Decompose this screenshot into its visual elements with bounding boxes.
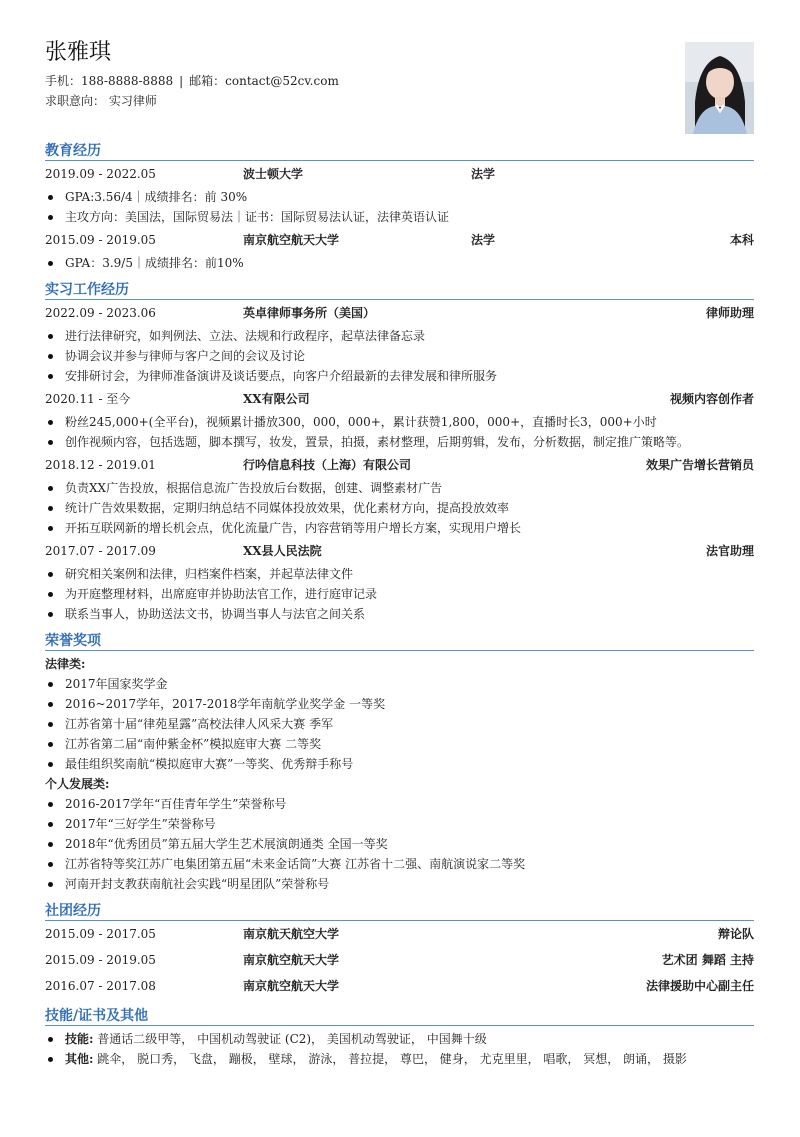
list-item: 开拓互联网新的增长机会点，优化流量广告，内容营销等用户增长方案，实现用户增长: [45, 518, 754, 538]
list-item: 研究相关案例和法律，归档案件档案，并起草法律文件: [45, 564, 754, 584]
skill-value: 普通话二级甲等， 中国机动驾驶证 (C2)， 美国机动驾驶证， 中国舞十级: [93, 1032, 487, 1046]
list-item: 江苏省第二届“南仲紫金杯”模拟庭审大赛 二等奖: [45, 734, 754, 754]
list-item: 联系当事人，协助送法文书，协调当事人与法官之间关系: [45, 604, 754, 624]
work-bullets: [45, 326, 754, 386]
club-role: 辩论队: [717, 927, 754, 941]
work-row: [45, 452, 754, 478]
candidate-name: 张雅琪: [45, 40, 112, 65]
section-title-honors: 荣誉奖项: [45, 630, 754, 651]
list-item: 2018年“优秀团员”第五届大学生艺术展演朗通类 全国一等奖: [45, 834, 754, 854]
work-date: 2022.09 - 2023.06: [45, 306, 156, 320]
work-role: 效果广告增长营销员: [645, 458, 754, 472]
list-item: 江苏省第十届“律苑星露”高校法律人风采大赛 季军: [45, 714, 754, 734]
edu-school: 南京航空航天大学: [243, 233, 340, 247]
work-date: 2017.07 - 2017.09: [45, 544, 156, 558]
work-role: 法官助理: [705, 544, 754, 558]
job-intent: [45, 91, 605, 111]
work-org: XX有限公司: [243, 392, 310, 406]
section-title-skills: 技能/证书及其他: [45, 1005, 754, 1026]
list-item: 统计广告效果数据，定期归纳总结不同媒体投放效果，优化素材方向，提高投放效率: [45, 498, 754, 518]
list-item: 安排研讨会，为律师准备演讲及谈话要点，向客户介绍最新的去律发展和律所服务: [45, 366, 754, 386]
education-row: [45, 161, 754, 187]
work-org: XX县人民法院: [243, 544, 322, 558]
list-item: 创作视频内容，包括选题，脚本撰写，妆发，置景，拍摄，素材整理，后期剪辑，发布，分析数据，制定推广策略等。: [45, 432, 754, 452]
list-item: 最佳组织奖南航“模拟庭审大赛”一等奖、优秀辩手称号: [45, 754, 754, 774]
education-row: [45, 227, 754, 253]
edu-degree: 本科: [729, 233, 754, 247]
work-org: 英卓律师事务所（美国）: [243, 306, 376, 320]
club-row: [45, 921, 754, 947]
edu-date: 2015.09 - 2019.05: [45, 233, 156, 247]
edu-bullets: [45, 187, 754, 227]
list-item: 河南开封支教获南航社会实践“明星团队”荣誉称号: [45, 874, 754, 894]
resume-body: [45, 140, 754, 1069]
email: 邮箱：contact@52cv.com: [189, 74, 339, 88]
club-date: 2016.07 - 2017.08: [45, 979, 156, 993]
work-date: 2018.12 - 2019.01: [45, 458, 156, 472]
club-date: 2015.09 - 2019.05: [45, 953, 156, 967]
list-item: [45, 1049, 754, 1069]
club-org: 南京航空航天大学: [243, 979, 340, 993]
job-intent-label: 求职意向：: [45, 94, 106, 108]
club-role: 艺术团 舞蹈 主持: [661, 953, 754, 967]
resume-header: [45, 38, 605, 111]
club-date: 2015.09 - 2017.05: [45, 927, 156, 941]
edu-school: 波士顿大学: [243, 167, 304, 181]
list-item: 协调会议并参与律师与客户之间的会议及讨论: [45, 346, 754, 366]
honors-bullets: [45, 794, 754, 894]
club-org: 南京航空航天大学: [243, 953, 340, 967]
work-row: [45, 538, 754, 564]
skill-key: 技能:: [65, 1032, 94, 1046]
club-row: [45, 973, 754, 999]
list-item: [45, 1029, 754, 1049]
list-item: 粉丝245,000+(全平台)，视频累计播放300，000，000+，累计获赞1,800，000+，直播时长3，000+小时: [45, 412, 754, 432]
job-intent-value: 实习律师: [108, 94, 157, 108]
list-item: GPA:3.56/4｜成绩排名：前 30%: [45, 187, 754, 207]
club-row: [45, 947, 754, 973]
work-row: [45, 300, 754, 326]
work-bullets: [45, 564, 754, 624]
list-item: 进行法律研究，如判例法、立法、法规和行政程序，起草法律备忘录: [45, 326, 754, 346]
section-title-education: 教育经历: [45, 140, 754, 161]
list-item: 江苏省特等奖江苏广电集团第五届“未来金话筒”大赛 江苏省十二强、南航演说家二等奖: [45, 854, 754, 874]
list-item: 为开庭整理材料，出席庭审并协助法官工作，进行庭审记录: [45, 584, 754, 604]
work-bullets: [45, 478, 754, 538]
work-date: 2020.11 - 至今: [45, 392, 131, 406]
edu-bullets: [45, 253, 754, 273]
edu-major: 法学: [471, 233, 496, 247]
contact-line: [45, 71, 605, 91]
work-bullets: [45, 412, 754, 452]
edu-date: 2019.09 - 2022.05: [45, 167, 156, 181]
profile-photo: [685, 42, 754, 134]
list-item: GPA：3.9/5｜成绩排名：前10%: [45, 253, 754, 273]
work-role: 视频内容创作者: [669, 392, 754, 406]
list-item: 2017年“三好学生”荣誉称号: [45, 814, 754, 834]
list-item: 2017年国家奖学金: [45, 674, 754, 694]
work-row: [45, 386, 754, 412]
skill-key: 其他:: [65, 1052, 94, 1066]
work-org: 行吟信息科技（上海）有限公司: [243, 458, 412, 472]
club-org: 南京航天航空大学: [243, 927, 340, 941]
edu-major: 法学: [471, 167, 496, 181]
section-title-clubs: 社团经历: [45, 900, 754, 921]
honors-group-heading: 法律类:: [45, 657, 86, 671]
list-item: 2016-2017学年“百佳青年学生”荣誉称号: [45, 794, 754, 814]
phone: 手机：188-8888-8888: [45, 74, 174, 88]
section-title-work: 实习工作经历: [45, 279, 754, 300]
list-item: 主攻方向：美国法，国际贸易法｜证书：国际贸易法认证，法律英语认证: [45, 207, 754, 227]
list-item: 负责XX广告投放，根据信息流广告投放后台数据，创建、调整素材广告: [45, 478, 754, 498]
list-item: 2016~2017学年，2017-2018学年南航学业奖学金 一等奖: [45, 694, 754, 714]
skill-value: 跳伞， 脱口秀， 飞盘， 蹦极， 壁球， 游泳， 普拉提， 尊巴， 健身， 尤克里里， 唱歌， 冥想， 朗诵， 摄影: [93, 1052, 687, 1066]
club-role: 法律援助中心副主任: [645, 979, 754, 993]
honors-bullets: [45, 674, 754, 774]
contact-separator: |: [179, 74, 184, 88]
work-role: 律师助理: [705, 306, 754, 320]
skills-bullets: [45, 1029, 754, 1069]
honors-group-heading: 个人发展类:: [45, 777, 110, 791]
